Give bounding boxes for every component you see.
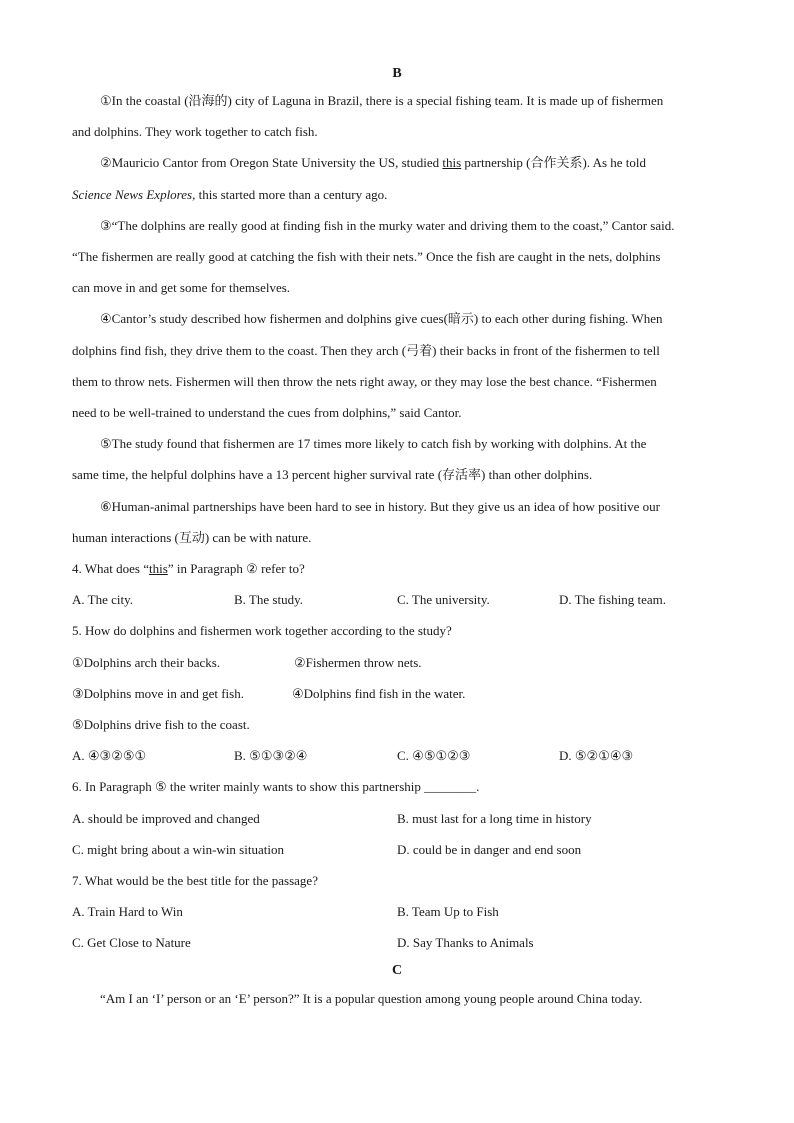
question-6-option-c[interactable]: C. might bring about a win-win situation <box>72 842 284 857</box>
paragraph-6-line-1: ⑥Human-animal partnerships have been hard to see in history. But they give us an idea of how positive our <box>100 499 660 514</box>
paragraph-3-line-3: can move in and get some for themselves. <box>72 280 291 295</box>
question-4-option-a[interactable]: A. The city. <box>72 592 134 607</box>
paragraph-2-line-1: ②Mauricio Cantor from Oregon State University the US, studied this partnership (合作关系). As he told <box>100 155 647 170</box>
paragraph-4-line-3: them to throw nets. Fishermen will then throw the nets right away, or they may lose the best chance. “Fishermen <box>72 374 657 389</box>
paragraph-4-line-2: dolphins find fish, they drive them to the coast. Then they arch (弓着) their backs in front of the fishermen to tell <box>72 343 660 358</box>
question-6-stem: 6. In Paragraph ⑤ the writer mainly wants to show this partnership ________. <box>72 779 480 794</box>
question-7-stem: 7. What would be the best title for the passage? <box>72 873 318 888</box>
question-4-option-d[interactable]: D. The fishing team. <box>559 592 666 607</box>
paragraph-1-line-1: ①In the coastal (沿海的) city of Laguna in Brazil, there is a special fishing team. It is made up of fishermen <box>100 93 664 108</box>
question-6-option-b[interactable]: B. must last for a long time in history <box>397 811 592 826</box>
section-b-heading: B <box>392 66 402 81</box>
paragraph-1-line-2: and dolphins. They work together to catch fish. <box>72 124 318 139</box>
question-5-option-a[interactable]: A. ④③②⑤① <box>72 748 147 763</box>
paragraph-5-line-2: same time, the helpful dolphins have a 13 percent higher survival rate (存活率) than other dolphins. <box>72 467 593 482</box>
question-5-step-2: ②Fishermen throw nets. <box>294 655 422 670</box>
paragraph-6-line-2: human interactions (互动) can be with nature. <box>72 530 312 545</box>
question-5-stem: 5. How do dolphins and fishermen work together according to the study? <box>72 623 452 638</box>
question-4-stem: 4. What does “this” in Paragraph ② refer to? <box>72 561 305 576</box>
question-5-option-b[interactable]: B. ⑤①③②④ <box>234 748 308 763</box>
question-5-step-4: ④Dolphins find fish in the water. <box>292 686 466 701</box>
paragraph-2-line-2: Science News Explores, this started more than a century ago. <box>72 187 388 202</box>
underlined-this: this <box>442 155 462 170</box>
question-5-option-d[interactable]: D. ⑤②①④③ <box>559 748 634 763</box>
magazine-title: Science News Explores <box>72 187 193 202</box>
question-7-option-d[interactable]: D. Say Thanks to Animals <box>397 935 534 950</box>
paragraph-5-line-1: ⑤The study found that fishermen are 17 times more likely to catch fish by working with dolphins. At the <box>100 436 647 451</box>
question-5-option-c[interactable]: C. ④⑤①②③ <box>397 748 471 763</box>
paragraph-3-line-2: “The fishermen are really good at catching the fish with their nets.” Once the fish are caught in the nets, dolphins <box>72 249 661 264</box>
question-7-option-c[interactable]: C. Get Close to Nature <box>72 935 191 950</box>
question-5-step-5: ⑤Dolphins drive fish to the coast. <box>72 717 250 732</box>
paragraph-4-line-4: need to be well-trained to understand the cues from dolphins,” said Cantor. <box>72 405 462 420</box>
question-6-option-a[interactable]: A. should be improved and changed <box>72 811 260 826</box>
question-4-option-c[interactable]: C. The university. <box>397 592 490 607</box>
paragraph-4-line-1: ④Cantor’s study described how fishermen and dolphins give cues(暗示) to each other during fishing. When <box>100 311 663 326</box>
question-5-step-1: ①Dolphins arch their backs. <box>72 655 221 670</box>
question-5-step-3: ③Dolphins move in and get fish. <box>72 686 244 701</box>
section-c-heading: C <box>391 963 403 978</box>
question-7-option-a[interactable]: A. Train Hard to Win <box>72 904 183 919</box>
paragraph-3-line-1: ③“The dolphins are really good at finding fish in the murky water and driving them to the coast,” Cantor said. <box>100 218 675 233</box>
section-c-paragraph-1: “Am I an ‘I’ person or an ‘E’ person?” It is a popular question among young people around China today. <box>100 991 643 1006</box>
question-7-option-b[interactable]: B. Team Up to Fish <box>397 904 499 919</box>
question-4-option-b[interactable]: B. The study. <box>234 592 303 607</box>
question-6-option-d[interactable]: D. could be in danger and end soon <box>397 842 582 857</box>
